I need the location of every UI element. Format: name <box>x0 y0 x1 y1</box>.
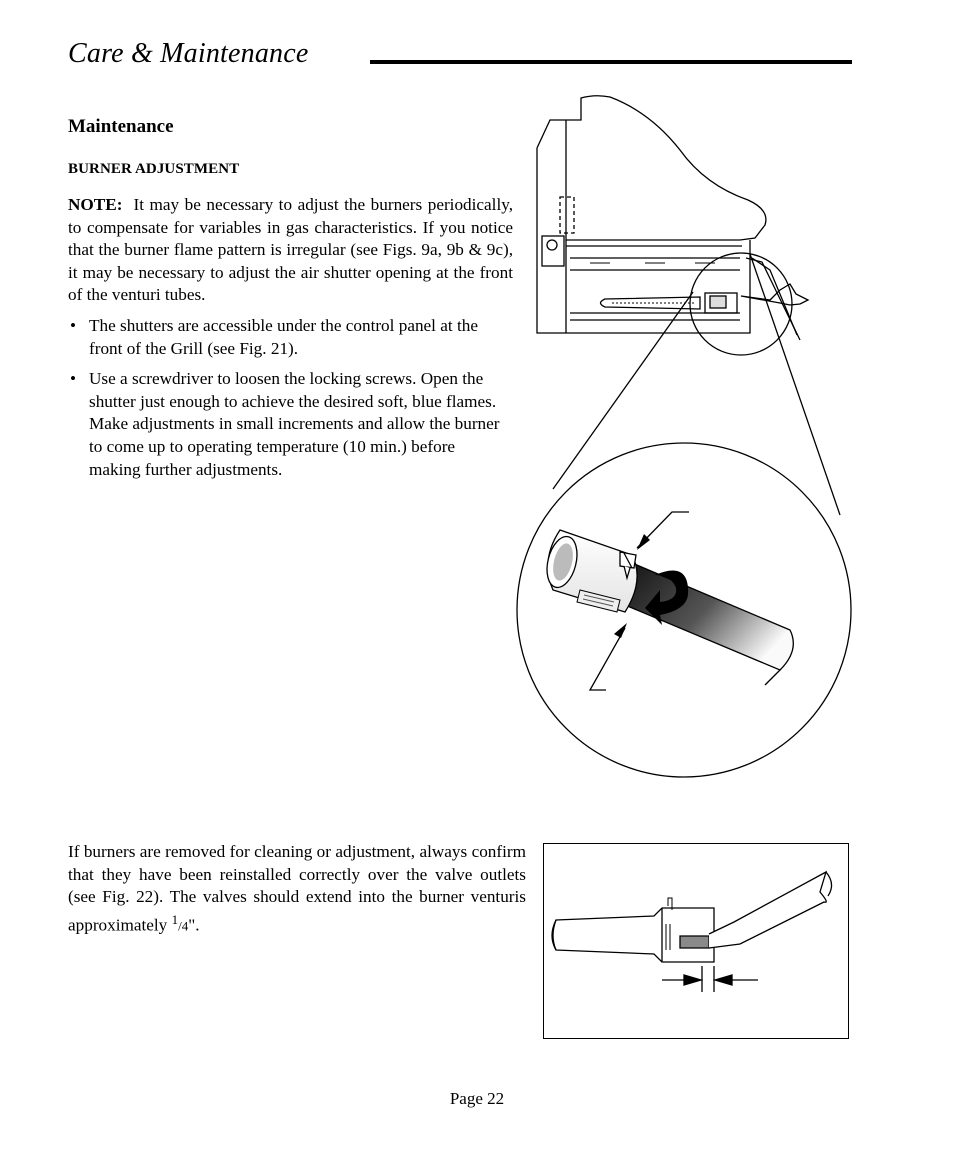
fig22-drawing <box>544 844 850 1040</box>
reinstall-text: If burners are removed for cleaning or adjustment, always confirm that they have been reinstalled correctly over the valve outlets (see Fig. 22). The valves should extend into the burner venturis approximately <box>68 842 526 935</box>
zoom-circle-icon <box>517 253 851 777</box>
maintenance-heading: Maintenance <box>68 116 174 137</box>
burner-venturi-icon <box>552 898 714 962</box>
page-number: Page 22 <box>449 1089 505 1108</box>
fraction-denominator: /4 <box>178 918 189 934</box>
burner-adjustment-heading: BURNER ADJUSTMENT <box>68 161 240 177</box>
fraction-numerator: 1 <box>171 911 179 927</box>
note-label: NOTE: <box>68 195 123 214</box>
reinstall-paragraph <box>68 841 526 938</box>
note-text: It may be necessary to adjust the burners periodically, to compensate for variables in gas characteristics. If you notice that the burner flame pattern is irregular (see Figs. 9a, 9b & 9c), it may be necessary to adjust the air shutter opening at the front of the venturi tubes. <box>68 195 513 305</box>
figure-22 <box>543 843 849 1039</box>
bullet-icon: • <box>70 369 77 389</box>
section-title: Care & Maintenance <box>68 38 309 69</box>
list-item-text: The shutters are accessible under the control panel at the front of the Grill (see Fig. 21). <box>89 316 478 358</box>
reinstall-text-end: ". <box>188 915 200 935</box>
gap-arrows-icon <box>662 966 758 992</box>
list-item-text: Use a screwdriver to loosen the locking screws. Open the shutter just enough to achieve the desired soft, blue flames. Make adjustments in small increments and allow the burner to come up to operating temperature (10 min.) before making further adjustments. <box>89 369 500 479</box>
bullet-icon: • <box>70 316 77 335</box>
